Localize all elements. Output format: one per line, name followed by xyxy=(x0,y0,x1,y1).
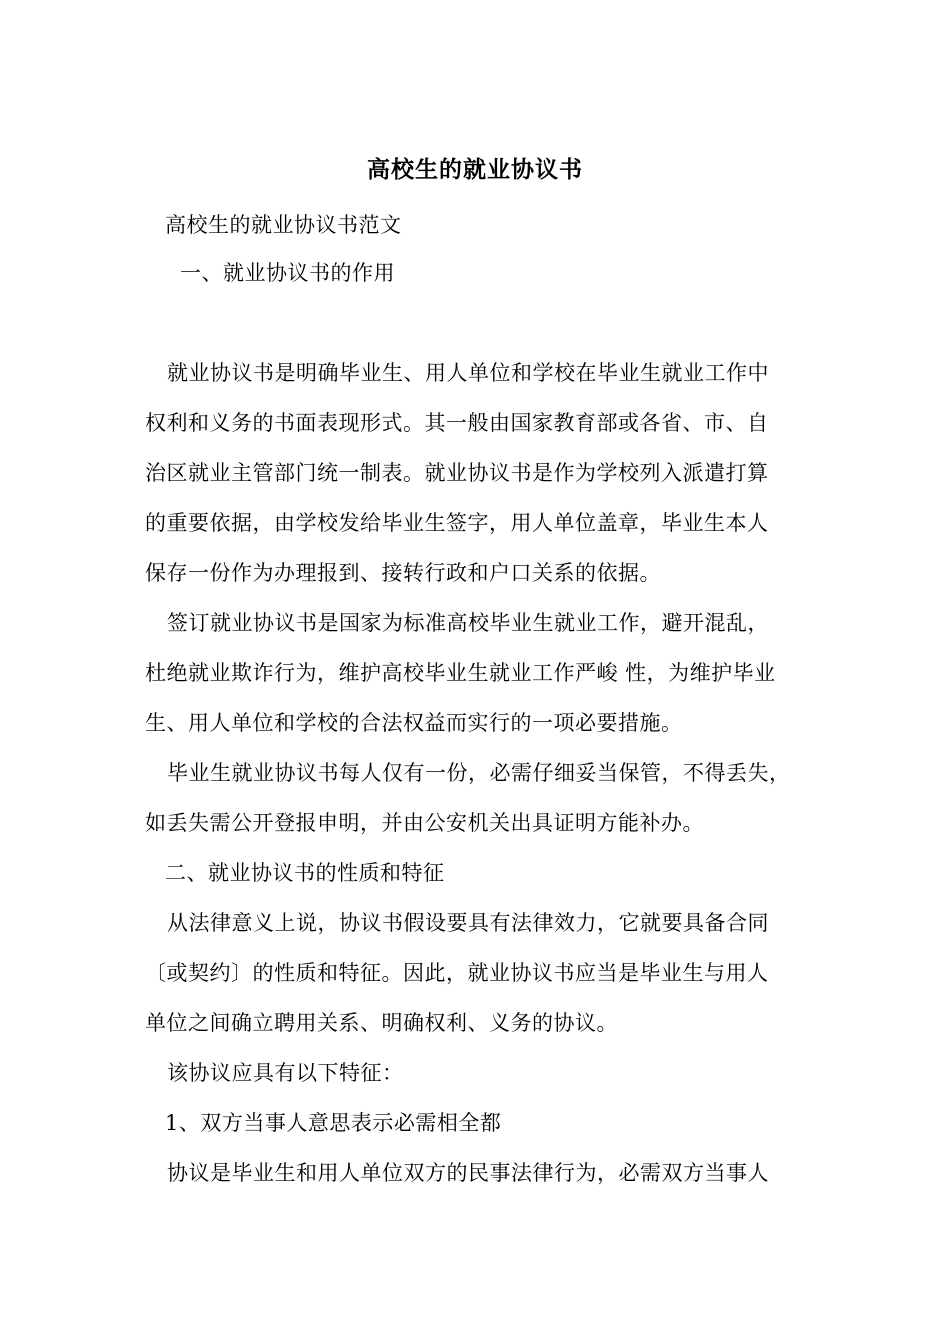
list-item-heading: 1、双方当事人意思表示必需相全都 xyxy=(165,1111,502,1135)
paragraph-line: 协议是毕业生和用人单位双方的民事法律行为，必需双方当事人 xyxy=(167,1161,769,1185)
subtitle-line: 高校生的就业协议书范文 xyxy=(165,213,402,237)
paragraph-line: 的重要依据，由学校发给毕业生签字，用人单位盖章，毕业生本人 xyxy=(145,511,769,535)
document-title: 高校生的就业协议书 xyxy=(367,156,583,183)
paragraph-line: 签订就业协议书是国家为标准高校毕业生就业工作，避开混乱， xyxy=(167,611,769,635)
paragraph-line: 保存一份作为办理报到、接转行政和户口关系的依据。 xyxy=(145,561,661,585)
paragraph-line: 从法律意义上说，协议书假设要具有法律效力，它就要具备合同 xyxy=(167,911,769,935)
section-heading-1: 一、就业协议书的作用 xyxy=(180,261,395,285)
paragraph-line: 如丢失需公开登报申明，并由公安机关出具证明方能补办。 xyxy=(145,811,704,835)
paragraph-line: 单位之间确立聘用关系、明确权利、义务的协议。 xyxy=(145,1011,618,1035)
paragraph-line: 该协议应具有以下特征： xyxy=(167,1061,404,1085)
paragraph-line: 〔或契约〕的性质和特征。因此，就业协议书应当是毕业生与用人 xyxy=(145,961,769,985)
section-heading-2: 二、就业协议书的性质和特征 xyxy=(165,861,445,885)
paragraph-line: 毕业生就业协议书每人仅有一份，必需仔细妥当保管，不得丢失， xyxy=(167,761,791,785)
paragraph-line: 治区就业主管部门统一制表。就业协议书是作为学校列入派遣打算 xyxy=(145,461,769,485)
paragraph-line: 杜绝就业欺诈行为，维护高校毕业生就业工作严峻 性，为维护毕业 xyxy=(145,661,776,685)
paragraph-line: 就业协议书是明确毕业生、用人单位和学校在毕业生就业工作中 xyxy=(167,361,769,385)
paragraph-line: 权利和义务的书面表现形式。其一般由国家教育部或各省、市、自 xyxy=(145,411,769,435)
paragraph-line: 生、用人单位和学校的合法权益而实行的一项必要措施。 xyxy=(145,711,683,735)
